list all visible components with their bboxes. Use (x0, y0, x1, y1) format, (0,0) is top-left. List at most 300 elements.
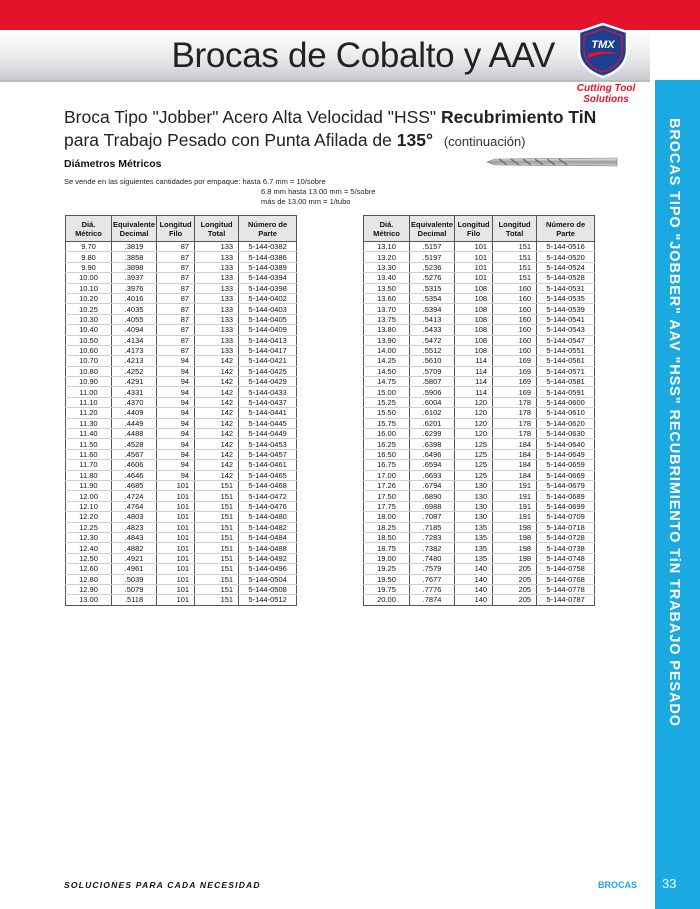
table-row (66, 408, 297, 418)
table-cell: 94 (157, 470, 195, 480)
table-cell: 5-144-0496 (239, 564, 297, 574)
table-cell: .7579 (410, 564, 455, 574)
table-cell: 15.25 (364, 397, 410, 407)
table-cell: .5709 (410, 366, 455, 376)
table-cell: 5-144-0425 (239, 366, 297, 376)
table-cell: 160 (493, 283, 537, 293)
table-cell: 5-144-0659 (537, 460, 595, 470)
table-cell: .5118 (112, 595, 157, 605)
table-cell: 133 (195, 314, 239, 324)
table-cell: 191 (493, 512, 537, 522)
table-cell: 87 (157, 283, 195, 293)
table-cell: .6693 (410, 470, 455, 480)
table-cell: 5-144-0457 (239, 449, 297, 459)
table-cell: 5-144-0402 (239, 293, 297, 303)
table-cell: 10.25 (66, 304, 112, 314)
sub-heading: Diámetros Métricos (64, 158, 162, 170)
table-row (66, 335, 297, 345)
table-row (66, 366, 297, 376)
table-cell: 151 (195, 532, 239, 542)
table-cell: .5512 (410, 345, 455, 355)
table-cell: 205 (493, 595, 537, 605)
table-cell: 169 (493, 356, 537, 366)
table-cell: 130 (455, 480, 493, 490)
table-row (66, 564, 297, 574)
table-cell: 10.40 (66, 325, 112, 335)
table-row (66, 522, 297, 532)
table-cell: 114 (455, 377, 493, 387)
table-cell: 87 (157, 335, 195, 345)
table-cell: 142 (195, 418, 239, 428)
table-cell: 101 (455, 242, 493, 252)
table-cell: 205 (493, 564, 537, 574)
table-row (66, 377, 297, 387)
table-cell: 5-144-0480 (239, 512, 297, 522)
table-cell: 10.00 (66, 273, 112, 283)
table-cell: 178 (493, 408, 537, 418)
column-header (157, 216, 195, 242)
table-row (66, 293, 297, 303)
table-cell: 13.10 (364, 242, 410, 252)
table-cell: 94 (157, 366, 195, 376)
table-cell: 13.30 (364, 262, 410, 272)
table-cell: 5-144-0409 (239, 325, 297, 335)
table-cell: 151 (195, 501, 239, 511)
table-cell: 5-144-0543 (537, 325, 595, 335)
table-cell: 125 (455, 449, 493, 459)
table-row (364, 491, 595, 501)
table-cell: 5-144-0748 (537, 553, 595, 563)
table-cell: 15.50 (364, 408, 410, 418)
table-cell: 151 (195, 595, 239, 605)
column-header-line2: Total (207, 228, 226, 238)
table-cell: 10.20 (66, 293, 112, 303)
table-cell: 94 (157, 387, 195, 397)
table-cell: 178 (493, 429, 537, 439)
table-cell: .4646 (112, 470, 157, 480)
table-cell: 94 (157, 418, 195, 428)
table-cell: 10.80 (66, 366, 112, 376)
table-cell: 5-144-0787 (537, 595, 595, 605)
table-cell: 178 (493, 397, 537, 407)
table-cell: 12.90 (66, 584, 112, 594)
table-cell: 130 (455, 501, 493, 511)
table-cell: 142 (195, 429, 239, 439)
table-cell: 101 (157, 595, 195, 605)
table-cell: .4764 (112, 501, 157, 511)
table-cell: 17.75 (364, 501, 410, 511)
table-row (66, 470, 297, 480)
table-cell: 130 (455, 491, 493, 501)
table-row (66, 273, 297, 283)
table-cell: 14.25 (364, 356, 410, 366)
table-cell: 151 (493, 242, 537, 252)
table-cell: 5-144-0551 (537, 345, 595, 355)
table-cell: .3937 (112, 273, 157, 283)
column-header (537, 216, 595, 242)
table-cell: 9.70 (66, 242, 112, 252)
table-cell: 5-144-0512 (239, 595, 297, 605)
table-header-row (66, 216, 297, 242)
table-cell: 5-144-0476 (239, 501, 297, 511)
table-cell: 18.00 (364, 512, 410, 522)
table-row (66, 553, 297, 563)
table-cell: .4370 (112, 397, 157, 407)
table-cell: 5-144-0709 (537, 512, 595, 522)
table-cell: 5-144-0472 (239, 491, 297, 501)
table-row (364, 397, 595, 407)
table-cell: 5-144-0610 (537, 408, 595, 418)
table-row (364, 252, 595, 262)
table-cell: 94 (157, 439, 195, 449)
column-header-line1: Longitud (457, 219, 490, 229)
table-row (66, 252, 297, 262)
table-cell: 94 (157, 429, 195, 439)
table-cell: .5236 (410, 262, 455, 272)
packaging-note-line2: 6.8 mm hasta 13.00 mm = 5/sobre (261, 187, 376, 196)
table-cell: 19.50 (364, 574, 410, 584)
table-cell: 5-144-0738 (537, 543, 595, 553)
heading-angle: 135° (396, 130, 433, 150)
column-header-line1: Longitud (200, 219, 233, 229)
table-cell: 13.80 (364, 325, 410, 335)
table-cell: 108 (455, 325, 493, 335)
table-cell: 5-144-0492 (239, 553, 297, 563)
table-cell: 101 (157, 584, 195, 594)
table-cell: 10.70 (66, 356, 112, 366)
table-row (364, 564, 595, 574)
table-cell: 198 (493, 522, 537, 532)
table-cell: 5-144-0403 (239, 304, 297, 314)
table-cell: .5413 (410, 314, 455, 324)
table-cell: .4055 (112, 314, 157, 324)
table-cell: 151 (195, 522, 239, 532)
table-cell: 5-144-0600 (537, 397, 595, 407)
table-row (364, 387, 595, 397)
table-cell: 18.25 (364, 522, 410, 532)
brand-tagline-line2: Solutions (583, 94, 629, 105)
table-cell: .5315 (410, 283, 455, 293)
table-cell: .7382 (410, 543, 455, 553)
table-cell: 169 (493, 366, 537, 376)
table-cell: 12.60 (66, 564, 112, 574)
table-row (66, 345, 297, 355)
column-header (493, 216, 537, 242)
table-cell: 101 (157, 501, 195, 511)
table-cell: 5-144-0669 (537, 470, 595, 480)
table-cell: .5276 (410, 273, 455, 283)
table-cell: 5-144-0581 (537, 377, 595, 387)
table-cell: 13.00 (66, 595, 112, 605)
table-cell: 101 (157, 532, 195, 542)
table-cell: 142 (195, 470, 239, 480)
table-row (364, 366, 595, 376)
table-cell: .6794 (410, 480, 455, 490)
table-cell: 94 (157, 408, 195, 418)
table-cell: 108 (455, 345, 493, 355)
table-cell: 11.80 (66, 470, 112, 480)
table-cell: 151 (493, 273, 537, 283)
table-cell: 5-144-0718 (537, 522, 595, 532)
table-cell: 5-144-0541 (537, 314, 595, 324)
table-cell: .6201 (410, 418, 455, 428)
table-cell: 17.00 (364, 470, 410, 480)
table-cell: .6398 (410, 439, 455, 449)
table-cell: 191 (493, 491, 537, 501)
column-header-line2: Métrico (75, 228, 102, 238)
table-row (66, 283, 297, 293)
table-row (66, 574, 297, 584)
table-cell: .5610 (410, 356, 455, 366)
page-title: Brocas de Cobalto y AAV (171, 36, 555, 75)
table-cell: 184 (493, 449, 537, 459)
column-header-line1: Diá. (379, 219, 394, 229)
table-row (66, 439, 297, 449)
table-cell: 5-144-0508 (239, 584, 297, 594)
column-header-line2: Parte (258, 228, 277, 238)
table-cell: 5-144-0433 (239, 387, 297, 397)
table-cell: 151 (195, 491, 239, 501)
table-cell: 108 (455, 314, 493, 324)
brand-tagline (566, 83, 646, 105)
table-cell: 101 (455, 252, 493, 262)
table-cell: 142 (195, 449, 239, 459)
table-cell: 87 (157, 304, 195, 314)
table-row (364, 356, 595, 366)
table-cell: 142 (195, 397, 239, 407)
table-cell: 101 (157, 512, 195, 522)
table-cell: 5-144-0389 (239, 262, 297, 272)
heading-line-1 (64, 106, 644, 129)
table-cell: .4528 (112, 439, 157, 449)
table-cell: 87 (157, 262, 195, 272)
table-cell: .4449 (112, 418, 157, 428)
table-row (66, 304, 297, 314)
table-cell: 140 (455, 574, 493, 584)
table-cell: .3898 (112, 262, 157, 272)
table-cell: 133 (195, 325, 239, 335)
table-cell: .3976 (112, 283, 157, 293)
table-cell: .4803 (112, 512, 157, 522)
table-row (364, 595, 595, 605)
table-cell: 9.80 (66, 252, 112, 262)
table-cell: 135 (455, 543, 493, 553)
table-cell: 13.20 (364, 252, 410, 262)
table-cell: .7087 (410, 512, 455, 522)
table-row (364, 304, 595, 314)
spec-table-right (363, 215, 595, 606)
table-cell: .6988 (410, 501, 455, 511)
table-row (66, 262, 297, 272)
table-cell: .6102 (410, 408, 455, 418)
table-cell: .4016 (112, 293, 157, 303)
table-row (66, 397, 297, 407)
table-cell: 101 (157, 553, 195, 563)
table-row (364, 283, 595, 293)
column-header-line1: Longitud (498, 219, 531, 229)
table-cell: 5-144-0520 (537, 252, 595, 262)
table-cell: 12.25 (66, 522, 112, 532)
column-header (410, 216, 455, 242)
footer-section: BROCAS (598, 880, 638, 890)
table-row (364, 429, 595, 439)
table-cell: 169 (493, 387, 537, 397)
table-cell: 5-144-0531 (537, 283, 595, 293)
table-cell: 12.80 (66, 574, 112, 584)
table-row (66, 356, 297, 366)
table-cell: 133 (195, 345, 239, 355)
table-row (364, 439, 595, 449)
table-cell: 135 (455, 522, 493, 532)
table-cell: .5807 (410, 377, 455, 387)
table-cell: 151 (195, 584, 239, 594)
table-cell: 160 (493, 304, 537, 314)
table-cell: 133 (195, 262, 239, 272)
table-cell: .5472 (410, 335, 455, 345)
table-cell: .4921 (112, 553, 157, 563)
table-cell: 5-144-0382 (239, 242, 297, 252)
section-heading (64, 106, 644, 153)
table-cell: 5-144-0679 (537, 480, 595, 490)
column-header-line1: Número de (546, 219, 586, 229)
table-cell: 169 (493, 377, 537, 387)
table-cell: 5-144-0398 (239, 283, 297, 293)
table-row (364, 460, 595, 470)
table-header-row (364, 216, 595, 242)
table-row (66, 595, 297, 605)
table-cell: 133 (195, 252, 239, 262)
table-cell: .7185 (410, 522, 455, 532)
table-cell: 13.60 (364, 293, 410, 303)
table-cell: 114 (455, 366, 493, 376)
table-cell: 12.10 (66, 501, 112, 511)
table-cell: 12.40 (66, 543, 112, 553)
table-cell: 142 (195, 408, 239, 418)
table-cell: 151 (493, 262, 537, 272)
heading-line-2 (64, 129, 644, 153)
column-header-line2: Decimal (119, 228, 149, 238)
table-cell: 12.20 (66, 512, 112, 522)
table-cell: .4035 (112, 304, 157, 314)
footer-slogan: SOLUCIONES PARA CADA NECESIDAD (64, 880, 261, 890)
table-cell: .5079 (112, 584, 157, 594)
table-row (364, 345, 595, 355)
table-cell: 5-144-0689 (537, 491, 595, 501)
table-row (364, 293, 595, 303)
table-cell: 11.70 (66, 460, 112, 470)
table-cell: 5-144-0699 (537, 501, 595, 511)
column-header-line2: Parte (556, 228, 575, 238)
heading-continuation: (continuación) (443, 134, 526, 149)
table-cell: 5-144-0539 (537, 304, 595, 314)
table-cell: 130 (455, 512, 493, 522)
table-cell: 151 (493, 252, 537, 262)
table-cell: .5433 (410, 325, 455, 335)
table-cell: 5-144-0524 (537, 262, 595, 272)
table-row (364, 273, 595, 283)
table-cell: .6594 (410, 460, 455, 470)
table-row (364, 449, 595, 459)
table-cell: 5-144-0417 (239, 345, 297, 355)
table-row (66, 543, 297, 553)
table-cell: 108 (455, 335, 493, 345)
table-cell: 5-144-0649 (537, 449, 595, 459)
table-cell: 5-144-0465 (239, 470, 297, 480)
table-cell: 140 (455, 564, 493, 574)
table-cell: 15.75 (364, 418, 410, 428)
table-cell: 101 (157, 522, 195, 532)
table-cell: 5-144-0571 (537, 366, 595, 376)
table-cell: 18.75 (364, 543, 410, 553)
table-cell: .5394 (410, 304, 455, 314)
table-cell: .4409 (112, 408, 157, 418)
table-cell: .5354 (410, 293, 455, 303)
table-cell: 5-144-0484 (239, 532, 297, 542)
table-cell: 87 (157, 242, 195, 252)
table-row (364, 584, 595, 594)
table-cell: 160 (493, 345, 537, 355)
table-cell: 120 (455, 408, 493, 418)
table-cell: 5-144-0561 (537, 356, 595, 366)
table-row (66, 387, 297, 397)
table-cell: 5-144-0640 (537, 439, 595, 449)
table-cell: 11.00 (66, 387, 112, 397)
table-cell: 101 (157, 491, 195, 501)
table-row (364, 314, 595, 324)
column-header-line1: Longitud (159, 219, 192, 229)
column-header-line2: Métrico (373, 228, 400, 238)
table-cell: .6890 (410, 491, 455, 501)
table-cell: 133 (195, 304, 239, 314)
table-cell: 101 (455, 262, 493, 272)
table-row (66, 449, 297, 459)
table-cell: 184 (493, 460, 537, 470)
table-cell: 5-144-0768 (537, 574, 595, 584)
table-cell: .5197 (410, 252, 455, 262)
table-cell: 5-144-0445 (239, 418, 297, 428)
table-cell: 5-144-0413 (239, 335, 297, 345)
table-cell: 9.90 (66, 262, 112, 272)
table-cell: 120 (455, 429, 493, 439)
table-row (66, 314, 297, 324)
table-cell: 5-144-0453 (239, 439, 297, 449)
table-cell: 133 (195, 273, 239, 283)
table-cell: 10.10 (66, 283, 112, 293)
column-header-line2: Filo (168, 228, 183, 238)
logo-text: TMX (591, 39, 615, 51)
table-cell: 5-144-0778 (537, 584, 595, 594)
table-cell: 94 (157, 356, 195, 366)
table-cell: 140 (455, 584, 493, 594)
table-row (66, 418, 297, 428)
table-cell: 14.00 (364, 345, 410, 355)
table-cell: .6496 (410, 449, 455, 459)
table-cell: .4823 (112, 522, 157, 532)
table-cell: .6004 (410, 397, 455, 407)
table-cell: 15.00 (364, 387, 410, 397)
table-cell: 198 (493, 553, 537, 563)
table-cell: 87 (157, 325, 195, 335)
table-cell: 160 (493, 325, 537, 335)
table-cell: 17.50 (364, 491, 410, 501)
table-cell: 191 (493, 501, 537, 511)
table-cell: 16.50 (364, 449, 410, 459)
table-cell: 11.40 (66, 429, 112, 439)
column-header-line1: Diá. (81, 219, 96, 229)
column-header-line2: Total (505, 228, 524, 238)
table-cell: 160 (493, 293, 537, 303)
brand-tagline-line1: Cutting Tool (576, 83, 636, 94)
